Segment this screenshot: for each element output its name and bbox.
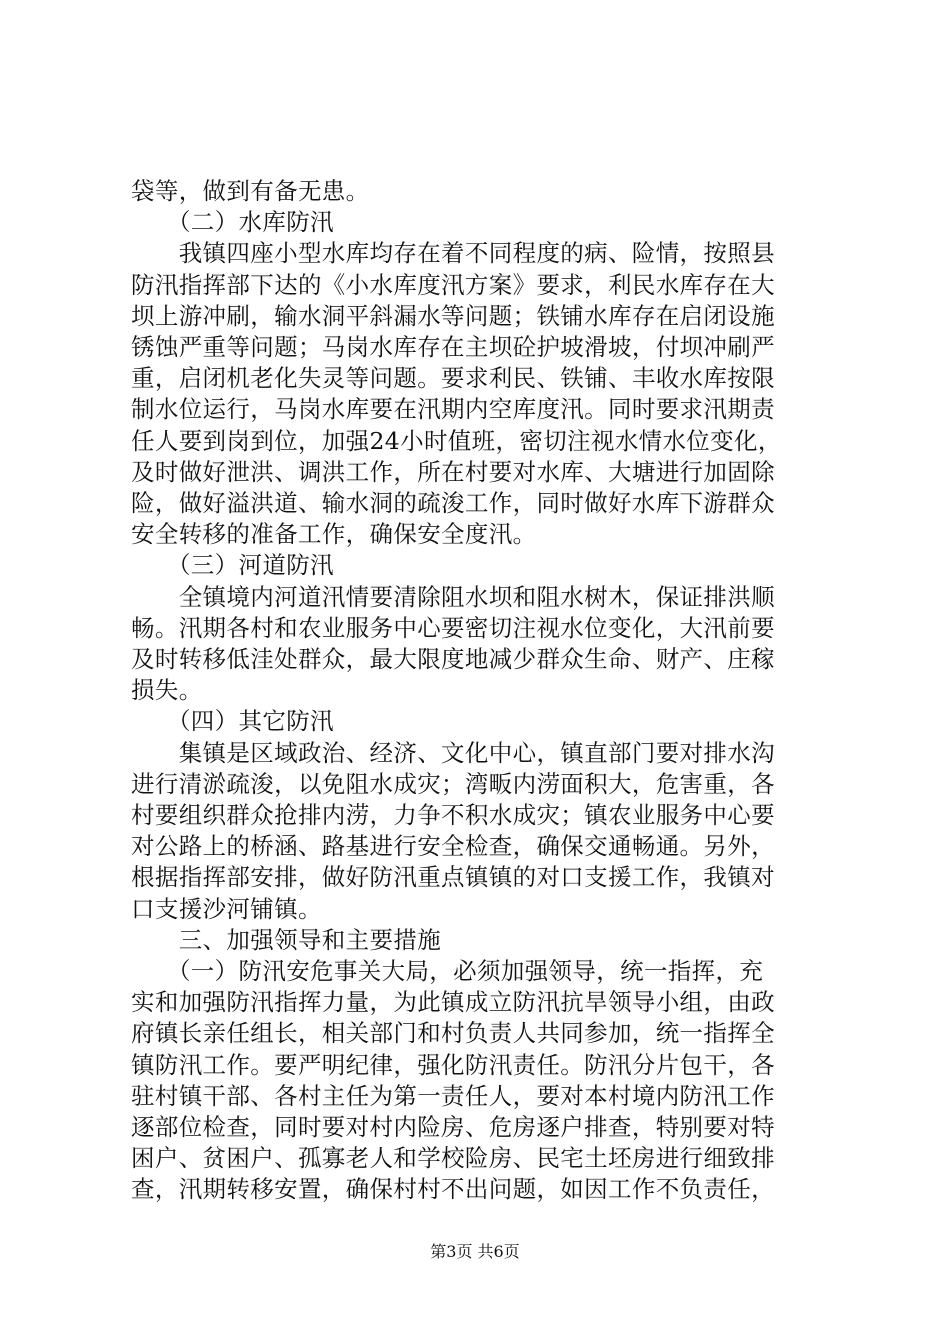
body-line: 重，启闭机老化失灵等问题。要求利民、铁铺、丰收水库按限 bbox=[131, 364, 775, 393]
body-line: 锈蚀严重等问题；马岗水库存在主坝砼护坡滑坡，付坝冲刷严 bbox=[131, 333, 775, 361]
body-line: 险，做好溢洪道、输水洞的疏浚工作，同时做好水库下游群众 bbox=[131, 489, 775, 517]
body-line: 制水位运行，马岗水库要在汛期内空库度汛。同时要求汛期责 bbox=[131, 395, 775, 424]
body-line: 损失。 bbox=[131, 676, 203, 705]
body-line: 根据指挥部安排，做好防汛重点镇镇的对口支援工作，我镇对 bbox=[131, 863, 775, 892]
body-line: 全镇境内河道汛情要清除阻水坝和阻水树木，保证排洪顺 bbox=[131, 582, 775, 611]
body-line: 袋等，做到有备无患。 bbox=[131, 177, 370, 205]
body-line: 及时做好泄洪、调洪工作，所在村要对水库、大塘进行加固除 bbox=[131, 457, 775, 486]
body-line: 村要组织群众抢排内涝，力争不积水成灾；镇农业服务中心要 bbox=[131, 801, 775, 829]
body-line: 防汛指挥部下达的《小水库度汛方案》要求，利民水库存在大 bbox=[131, 270, 775, 299]
section-heading: （四）其它防汛 bbox=[131, 707, 334, 736]
body-line: 安全转移的准备工作，确保安全度汛。 bbox=[131, 520, 537, 549]
body-line: 对公路上的桥涵、路基进行安全检查，确保交通畅通。另外， bbox=[131, 832, 775, 861]
body-line: 府镇长亲任组长，相关部门和村负责人共同参加，统一指挥全 bbox=[131, 1019, 775, 1048]
body-line: 及时转移低洼处群众，最大限度地减少群众生命、财产、庄稼 bbox=[131, 645, 775, 673]
body-line: 镇防汛工作。要严明纪律，强化防汛责任。防汛分片包干，各 bbox=[131, 1050, 775, 1079]
body-line: 口支援沙河铺镇。 bbox=[131, 894, 322, 923]
body-line: 逐部位检查，同时要对村内险房、危房逐户排查，特别要对特 bbox=[131, 1113, 775, 1141]
body-line: 困户、贫困户、孤寡老人和学校险房、民宅土坯房进行细致排 bbox=[131, 1144, 775, 1173]
section-heading: （三）河道防汛 bbox=[131, 551, 334, 580]
section-heading: 三、加强领导和主要措施 bbox=[131, 925, 442, 954]
body-line: 集镇是区域政治、经济、文化中心，镇直部门要对排水沟 bbox=[131, 738, 775, 767]
body-line: 畅。汛期各村和农业服务中心要密切注视水位变化，大汛前要 bbox=[131, 613, 775, 642]
body-line: （一）防汛安危事关大局，必须加强领导，统一指挥，充 bbox=[131, 957, 764, 985]
body-line: 驻村镇干部、各村主任为第一责任人，要对本村境内防汛工作 bbox=[131, 1081, 775, 1110]
section-heading: （二）水库防汛 bbox=[131, 208, 334, 237]
body-line: 我镇四座小型水库均存在着不同程度的病、险情，按照县 bbox=[131, 239, 775, 268]
body-line: 查，汛期转移安置，确保村村不出问题，如因工作不负责任， bbox=[131, 1175, 775, 1204]
body-line: 实和加强防汛指挥力量，为此镇成立防汛抗旱领导小组，由政 bbox=[131, 988, 775, 1017]
page-number-footer: 第3页 共6页 bbox=[430, 1242, 520, 1261]
body-line: 任人要到岗到位，加强24小时值班，密切注视水情水位变化， bbox=[131, 426, 782, 455]
body-line: 进行清淤疏浚，以免阻水成灾；湾畈内涝面积大，危害重，各 bbox=[131, 769, 775, 798]
body-line: 坝上游冲刷，输水洞平斜漏水等问题；铁铺水库存在启闭设施 bbox=[131, 301, 775, 330]
